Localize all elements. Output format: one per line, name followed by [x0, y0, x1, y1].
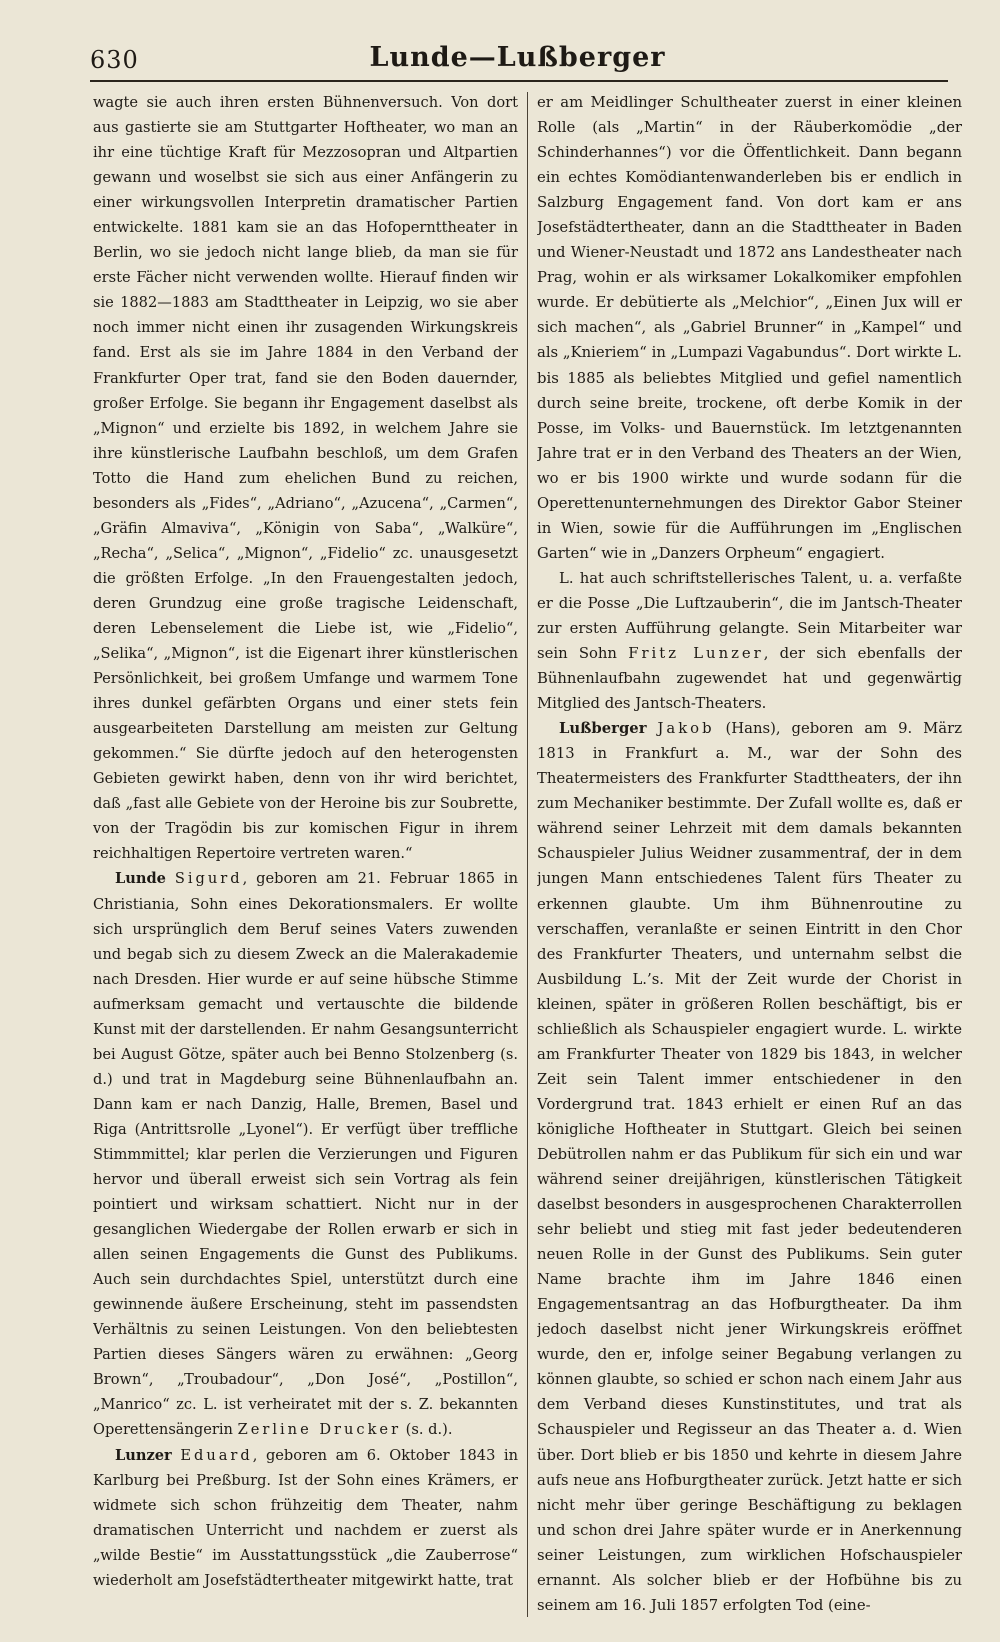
paragraph-continuation: er am Meidlinger Schultheater zuerst in einer kleinen Rolle (als „Martin“ in der Räuberkomödie „der Schinderhannes“) vor die Öffentlichkeit. Dann begann ein echtes Komödiantenwanderleben bis er endlich in Salzburg Engagement fand. Von dort kam er ans Josefstädtertheater, dann an die Stadttheater in Baden und Wiener-Neustadt und 1872 ans Landestheater nach Prag, wohin er als wirksamer Lokalkomiker empfohlen wurde. Er debütierte als „Melchior“, „Einen Jux will er sich machen“, als „Gabriel Brunner“ in „Kampel“ und als „Knieriem“ in „Lumpazi Vagabundus“. Dort wirkte L. bis 1885 als beliebtes Mitglied und gefiel namentlich durch seine breite, trockene, oft derbe Komik in der Posse, im Volks- und Bauernstück. Im letztgenannten Jahre trat er in den Verband des Theaters an der Wien, wo er bis 1900 wirkte und wurde sodann für die Operettenunternehmungen des Direktor Gabor Steiner in Wien, sowie für die Aufführungen im „Englischen Garten“ wie in „Danzers Orpheum“ engagiert. — [537, 94, 962, 562]
entry-lunzer-eduard — [93, 1443, 518, 1593]
paragraph-lunzer-writing — [537, 566, 962, 716]
paragraph-text: L. hat auch schriftstellerisches Talent, u. a. verfaßte er die Posse „Die Luftzauberin“, die im Jantsch-Theater zur ersten Aufführung gelangte. Sein Mitarbeiter war sein Sohn — [537, 569, 962, 663]
page-number: 630 — [90, 46, 139, 74]
entry-forename: Jakob — [657, 720, 715, 738]
entry-surname: Lunzer — [115, 1446, 172, 1464]
entry-forename: Sigurd — [174, 870, 243, 888]
paragraph-continuation: wagte sie auch ihren ersten Bühnenversuch. Von dort aus gastierte sie am Stuttgarter Hoftheater, wo man an ihr eine tüchtige Kraft für Mezzosopran und Altpartien gewann und woselbst sie sich aus einer Anfängerin zu einer wirkungsvollen Interpretin dramatischer Partien entwickelte. 1881 kam sie an das Hofopernttheater in Berlin, wo sie jedoch nicht lange blieb, da man sie für erste Fächer nicht verwenden wollte. Hierauf finden wir sie 1882—1883 am Stadttheater in Leipzig, wo sie aber noch immer nicht einen ihr zusagenden Wirkungskreis fand. Erst als sie im Jahre 1884 in den Verband der Frankfurter Oper trat, fand sie den Boden dauernder, großer Erfolge. Sie begann ihr Engagement daselbst als „Mignon“ und erzielte bis 1892, in welchem Jahre sie ihre künstlerische Laufbahn beschloß, um dem Grafen Totto die Hand zum ehelichen Bund zu reichen, besonders als „Fides“, „Adriano“, „Azucena“, „Carmen“, „Gräfin Almaviva“, „Königin von Saba“, „Walküre“, „Recha“, „Selica“, „Mignon“, „Fidelio“ zc. unausgesetzt die größten Erfolge. „In den Frauengestalten jedoch, deren Grundzug eine große tragische Leidenschaft, deren Lebenselement die Liebe ist, wie „Fidelio“, „Selika“, „Mignon“, ist die Eigenart ihrer künstlerischen Persönlichkeit, bei großem Umfange und warmem Tone ihres dunkel gefärbten Organs und einer stets fein ausgearbeiteten Darstellung am meisten zur Geltung gekommen.“ Sie dürfte jedoch auf den heterogensten Gebieten gewirkt haben, denn von ihr wird berichtet, daß „fast alle Gebiete von der Heroine bis zur Soubrette, von der Tragödin bis zur komischen Figur in ihrem reichhaltigen Repertoire vertreten waren.“ — [93, 94, 518, 863]
paragraph-end: , der sich ebenfalls der Bühnenlaufbahn zugewendet hat und gegenwärtig Mitglied des Jantsch-Theaters. — [537, 645, 962, 713]
column-divider — [527, 92, 528, 1617]
entry-text: , geboren am 6. Oktober 1843 in Karlburg bei Preßburg. Ist der Sohn eines Krämers, er widmete sich schon frühzeitig dem Theater, nahm dramatischen Unterricht und nachdem er zuerst als „wilde Bestie“ im Ausstattungsstück „die Zauberrose“ wiederholt am Josefstädtertheater mitgewirkt hatte, trat — [93, 1446, 518, 1589]
left-column — [93, 90, 518, 1630]
entry-lussberger-jakob — [537, 716, 962, 1618]
son-name: Fritz Lunzer — [628, 645, 764, 663]
page-header — [90, 40, 945, 84]
entry-lunde-sigurd — [93, 866, 518, 1442]
entry-text: (Hans), geboren am 9. März 1813 in Frankfurt a. M., war der Sohn des Theatermeisters des Frankfurter Stadttheaters, der ihn zum Mechaniker bestimmte. Der Zufall wollte es, daß er während seiner Lehrzeit mit dem damals bekannten Schauspieler Julius Weidner zusammentraf, der in dem jungen Mann entschiedenes Talent fürs Theater zu erkennen glaubte. Um ihm Bühnenroutine zu verschaffen, veranlaßte er seinen Eintritt in den Chor des Frankfurter Theaters, und unternahm selbst die Ausbildung L.’s. Mit der Zeit wurde der Chorist in kleinen, später in größeren Rollen beschäftigt, bis er schließlich als Schauspieler engagiert wurde. L. wirkte am Frankfurter Theater von 1829 bis 1843, in welcher Zeit sein Talent immer entschiedener in den Vordergrund trat. 1843 erhielt er einen Ruf an das königliche Hoftheater in Stuttgart. Gleich bei seinen Debütrollen nahm er das Publikum für sich ein und war während seiner dreijährigen, künstlerischen Tätigkeit daselbst besonders in ausgesprochenen Charakterrollen sehr beliebt und stieg mit fast jeder bedeutenderen neuen Rolle in der Gunst des Publikums. Sein guter Name brachte ihm im Jahre 1846 einen Engagementsantrag an das Hofburgtheater. Da ihm jedoch daselbst nicht jener Wirkungskreis eröffnet wurde, den er, infolge seiner Begabung verlangen zu können glaubte, so schied er schon nach einem Jahr aus dem Verband dieses Kunstinstitutes, und trat als Schauspieler und Regisseur an das Theater a. d. Wien über. Dort blieb er bis 1850 und kehrte in diesem Jahre aufs neue ans Hofburgtheater zurück. Jetzt hatte er sich nicht mehr über geringe Beschäftigung zu beklagen und schon drei Jahre später wurde er in Anerkennung seiner Leistungen, zum wirklichen Hofschauspieler ernannt. Als solcher blieb er der Hofbühne bis zu seinem am 16. Juli 1857 erfolgten Tod (eine- — [537, 720, 962, 1614]
running-title: Lunde—Lußberger — [369, 42, 666, 73]
entry-surname: Lußberger — [559, 720, 647, 738]
entry-forename: Eduard — [180, 1446, 253, 1464]
entry-text: , geboren am 21. Februar 1865 in Christiania, Sohn eines Dekorationsmalers. Er wollte sich ursprünglich dem Beruf seines Vaters zuwenden und begab sich zu diesem Zweck an die Malerakademie nach Dresden. Hier wurde er auf seine hübsche Stimme aufmerksam gemacht und vertauschte die bildende Kunst mit der darstellenden. Er nahm Gesangsunterricht bei August Götze, später auch bei Benno Stolzenberg (s. d.) und trat in Magdeburg seine Bühnenlaufbahn an. Dann kam er nach Danzig, Halle, Bremen, Basel und Riga (Antrittsrolle „Lyonel“). Er verfügt über treffliche Stimmmittel; klar perlen die Verzierungen und Figuren hervor und überall erweist sich sein Vortrag als fein pointiert und wirksam schattiert. Nicht nur in der gesanglichen Wiedergabe der Rollen erwarb er sich in allen seinen Engagements die Gunst des Publikums. Auch sein durchdachtes Spiel, unterstützt durch eine gewinnende äußere Erscheinung, steht im passendsten Verhältnis zu seinen Leistungen. Von den beliebtesten Partien dieses Sängers wären zu erwähnen: „Georg Brown“, „Troubadour“, „Don José“, „Postillon“, „Manrico“ zc. L. ist verheiratet mit der s. Z. bekannten Operettensängerin — [93, 870, 518, 1439]
right-column — [537, 90, 962, 1630]
header-rule — [90, 80, 948, 82]
entry-surname: Lunde — [115, 870, 166, 888]
entry-end: (s. d.). — [401, 1421, 453, 1439]
spouse-name: Zerline Drucker — [237, 1421, 402, 1439]
